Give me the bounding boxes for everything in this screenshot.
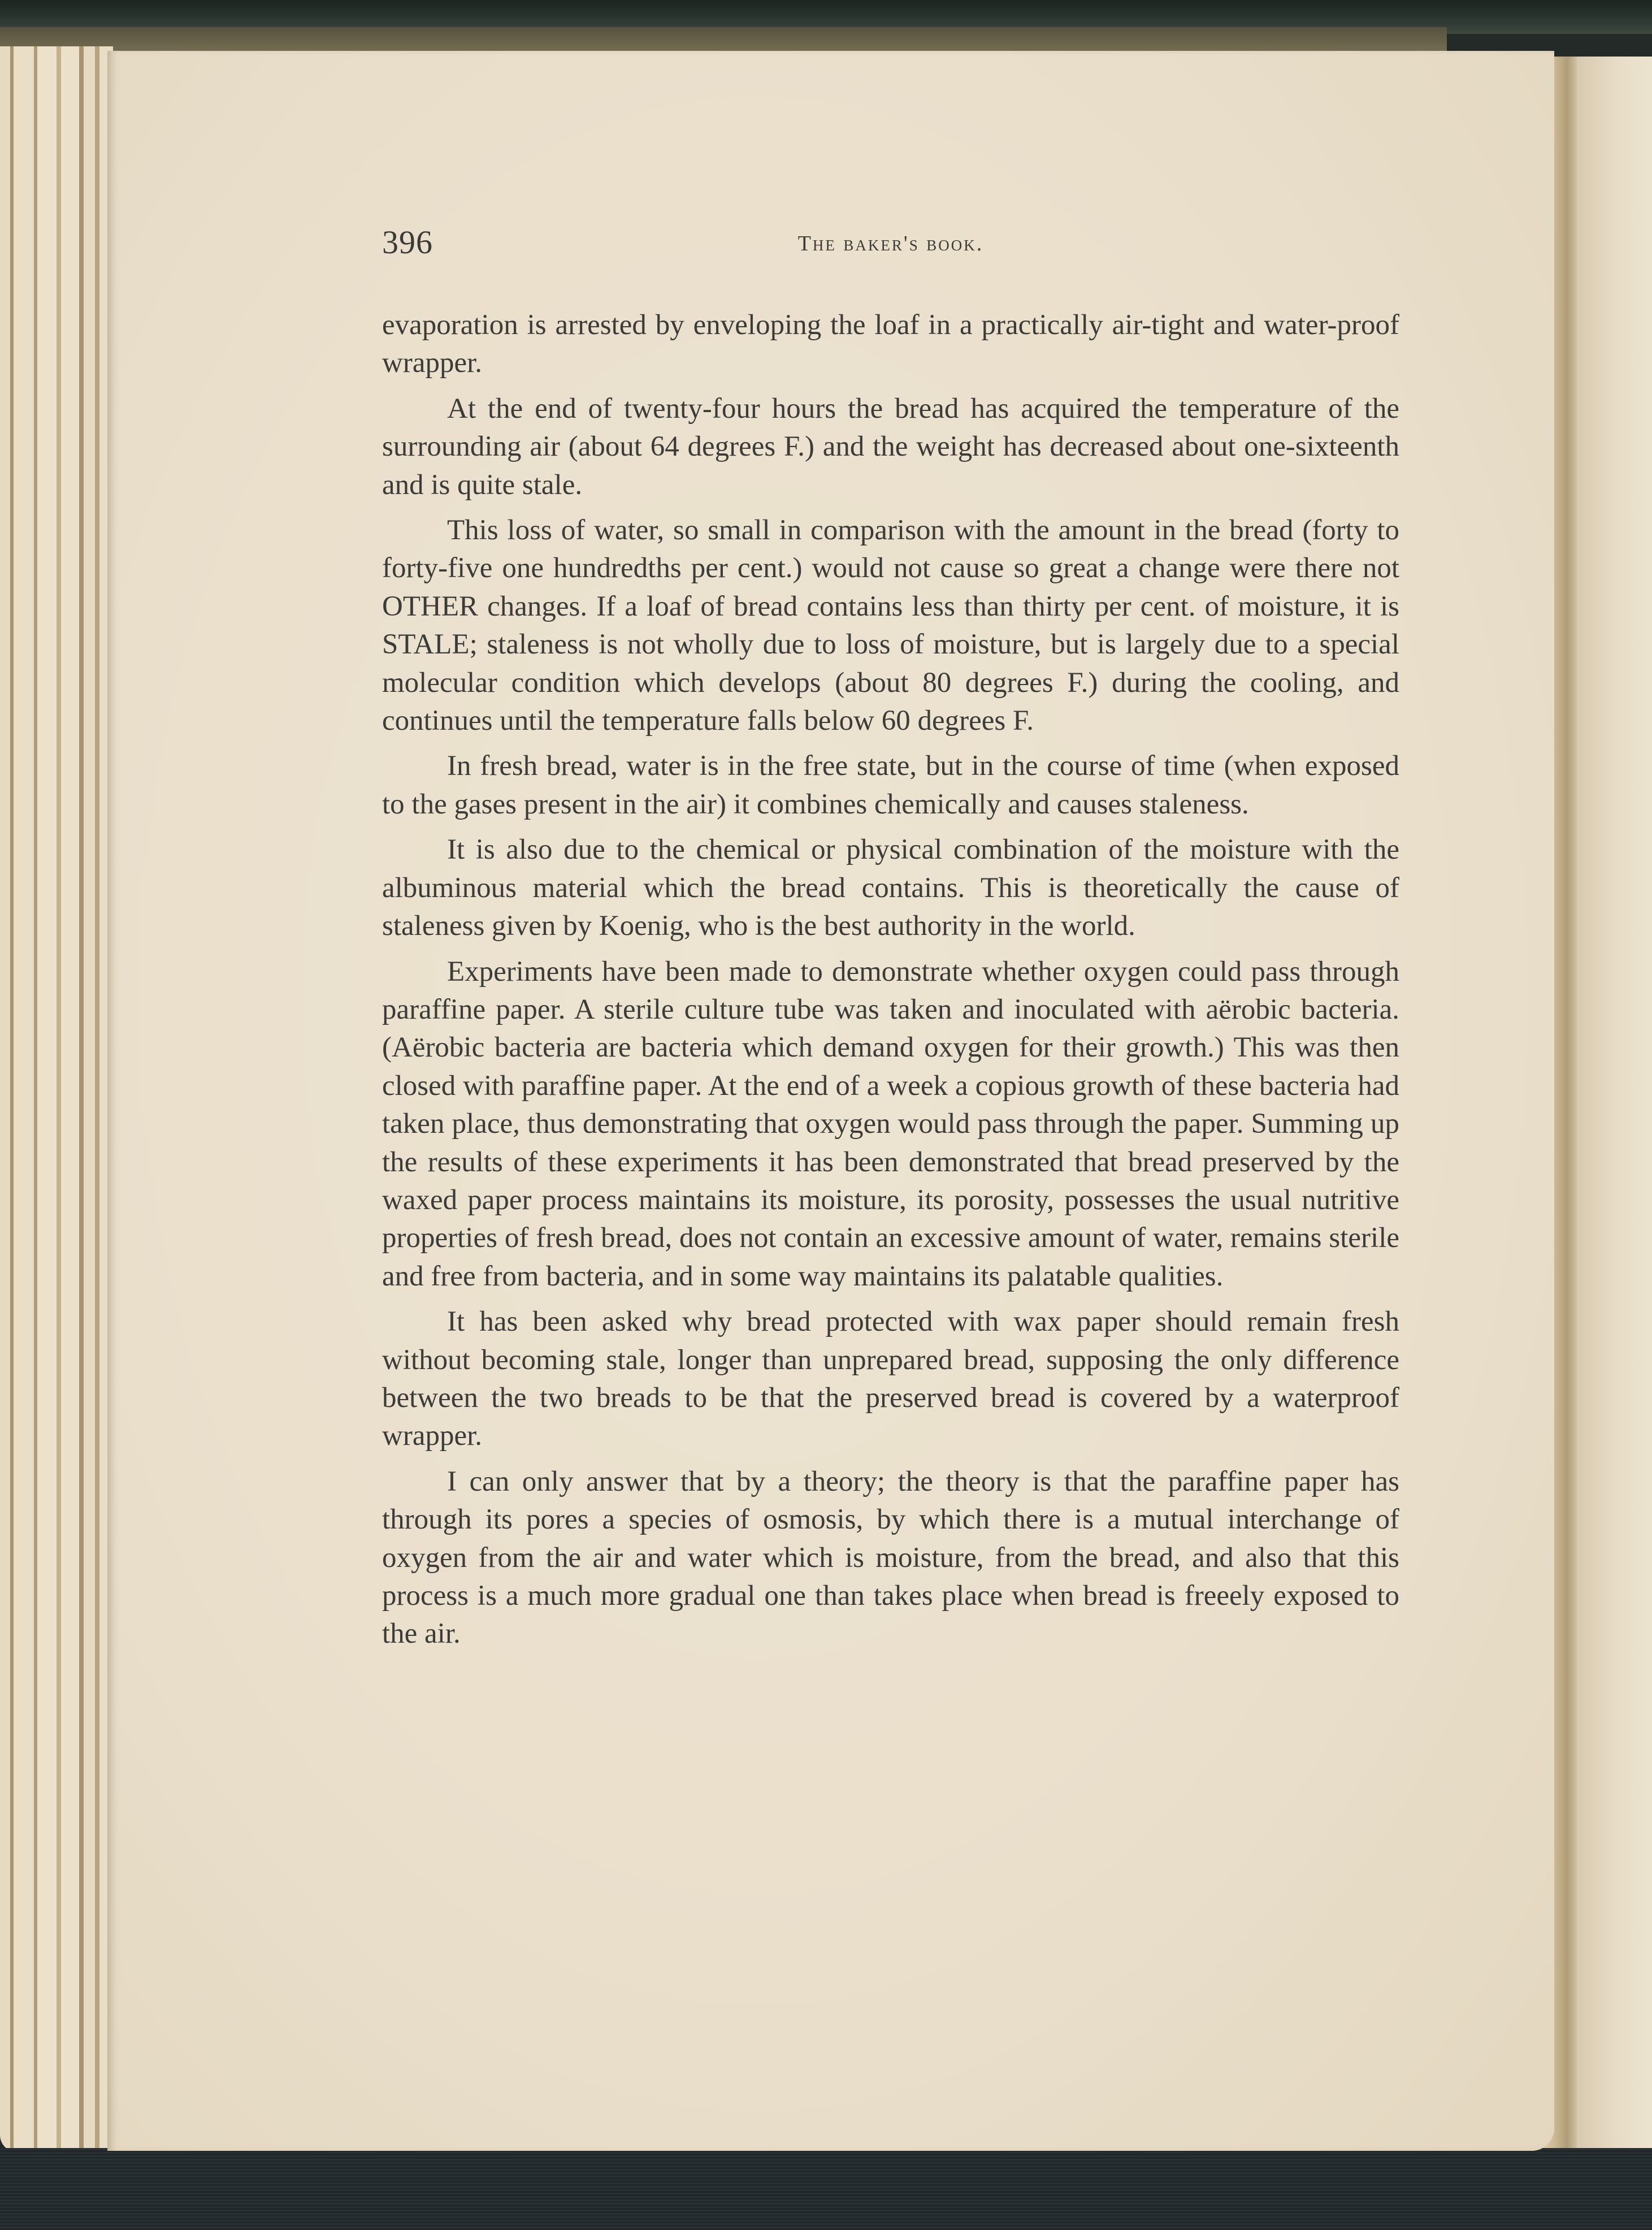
facing-page-edge (1577, 57, 1652, 2148)
paragraph: Experiments have been made to demonstrate whether oxygen could pass through paraffine paper. A sterile culture tube was taken and inoculated with aërobic bacteria. (Aërobic bacteria are bacteria which demand oxygen for their growth.) This was then closed with paraffine paper. At the end of a week a copious growth of these bacteria had taken place, thus demonstrating that oxygen would pass through the paper. Summing up the results of these experiments it has been demonstrated that bread preserved by the waxed paper process maintains its moisture, its porosity, possesses the usual nutritive properties of fresh bread, does not contain an excessive amount of water, remains sterile and free from bacteria, and in some way maintains its palatable qualities. (382, 955, 1399, 1292)
book-binding-bottom (0, 2148, 1652, 2230)
paragraph: At the end of twenty-four hours the bread has acquired the temperature of the surrounding air (about 64 degrees F.) and the weight has decreased about one-sixteenth and is quite stale. (382, 392, 1399, 501)
running-title: the baker's book. (797, 232, 984, 256)
paragraph: This loss of water, so small in comparison with the amount in the bread (forty to forty-five one hundredths per cent.) would not cause so great a change were there not OTHER changes. If a loaf of bread contains less than thirty per cent. of moisture, it is STALE; staleness is not wholly due to loss of moisture, but is largely due to a special molecular condition which develops (about 80 degrees F.) during the cooling, and continues until the temperature falls below 60 degrees F. (382, 514, 1399, 737)
body-text (382, 306, 1399, 1653)
page-edges-stack (0, 46, 113, 2152)
paragraph: evaporation is arrested by enveloping the loaf in a practically air-tight and water-proof wrapper. (382, 309, 1399, 379)
page-number: 396 (382, 224, 433, 261)
paragraph: It has been asked why bread protected with wax paper should remain fresh without becoming stale, longer than unprepared bread, supposing the only difference between the two breads to be that the preserved bread is covered by a waterproof wrapper. (382, 1306, 1399, 1452)
paragraph: It is also due to the chemical or physical combination of the moisture with the albuminous material which the bread contains. This is theoretically the cause of staleness given by Koenig, who is the best authority in the world. (382, 834, 1399, 942)
paragraph: In fresh bread, water is in the free state, but in the course of time (when exposed to the gases present in the air) it combines chemically and causes staleness. (382, 750, 1399, 820)
page-header (382, 223, 1399, 269)
paragraph: I can only answer that by a theory; the theory is that the paraffine paper has through its pores a species of osmosis, by which there is a mutual interchange of oxygen from the air and water which is moisture, from the bread, and also that this process is a much more gradual one than takes place when bread is freeely exposed to the air. (382, 1465, 1399, 1650)
